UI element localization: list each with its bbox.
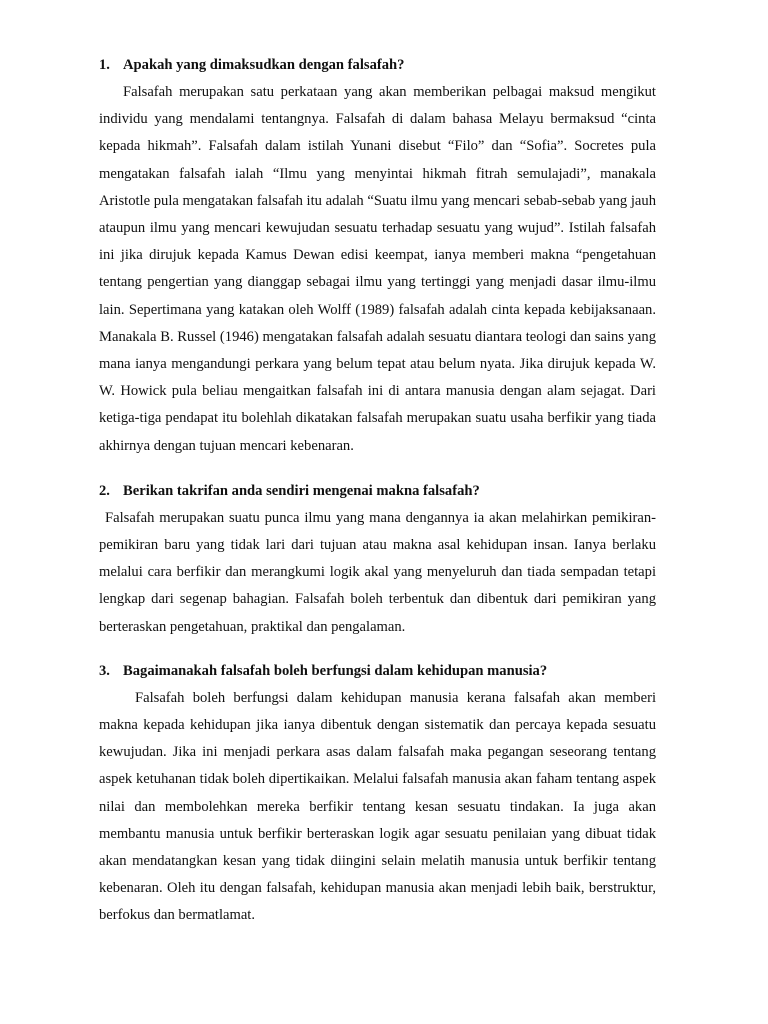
question-heading — [99, 481, 656, 501]
question-section-3 — [99, 661, 656, 930]
question-title: Berikan takrifan anda sendiri mengenai makna falsafah? — [123, 482, 480, 499]
question-heading — [99, 55, 656, 75]
question-section-2 — [99, 481, 656, 641]
question-heading — [99, 661, 656, 681]
document-page — [99, 55, 656, 930]
answer-paragraph: Falsafah merupakan suatu punca ilmu yang mana dengannya ia akan melahirkan pemikiran-pemikiran baru yang tidak lari dari tujuan atau makna asal kehidupan insan. Ianya berlaku melalui cara berfikir dan merangkumi logik akal yang menyeluruh dan tiada sempadan tetapi lengkap dari segenap bahagian. Falsafah boleh terbentuk dan dibentuk dari pemikiran yang berteraskan pengetahuan, praktikal dan pengalaman. — [99, 509, 656, 635]
question-title: Apakah yang dimaksudkan dengan falsafah? — [123, 57, 405, 73]
answer-paragraph: Falsafah boleh berfungsi dalam kehidupan manusia kerana falsafah akan memberi makna kepada kehidupan jika ianya dibentuk dengan sistematik dan percaya kepada sesuatu kewujudan. Jika ini menjadi perkara asas dalam falsafah maka pegangan seseorang tentang aspek ketuhanan tidak boleh dipertikaikan. Melalui falsafah manusia akan faham tentang aspek nilai dan membolehkan mereka berfikir tentang kesan sesuatu tindakan. Ia juga akan membantu manusia untuk berfikir berteraskan logik agar sesuatu penilaian yang dibuat tidak akan mendatangkan kesan yang tidak diingini selain melatih manusia untuk berfikir tentang kebenaran. Oleh itu dengan falsafah, kehidupan manusia akan menjadi lebih baik, berstruktur, berfokus dan bermatlamat. — [99, 689, 656, 924]
question-number: 1. — [99, 57, 110, 73]
question-number: 3. — [99, 662, 110, 679]
question-title: Bagaimanakah falsafah boleh berfungsi dalam kehidupan manusia? — [123, 662, 548, 679]
question-number: 2. — [99, 482, 110, 499]
question-section-1 — [99, 55, 656, 460]
answer-paragraph: Falsafah merupakan satu perkataan yang akan memberikan pelbagai maksud mengikut individu yang mendalami tentangnya. Falsafah di dalam bahasa Melayu bermaksud “cinta kepada hikmah”. Falsafah dalam istilah Yunani disebut “Filo” dan “Sofia”. Socretes pula mengatakan falsafah ialah “Ilmu yang menyintai hikmah fitrah semulajadi”, manakala Aristotle pula mengatakan falsafah itu adalah “Suatu ilmu yang mencari sebab-sebab yang jauh ataupun ilmu yang mencari kewujudan sesuatu terhadap sesuatu yang wujud”. Istilah falsafah ini jika dirujuk kepada Kamus Dewan edisi keempat, ianya memberi makna “pengetahuan tentang pengertian yang dianggap sebagai ilmu yang tertinggi yang menjadi dasar ilmu-ilmu lain. Sepertimana yang katakan oleh Wolff (1989) falsafah adalah cinta kepada kebijaksanaan. Manakala B. Russel (1946) mengatakan falsafah adalah sesuatu diantara teologi dan sains yang mana ianya mengandungi perkara yang belum tepat atau belum nyata. Jika dirujuk kepada W. W. Howick pula beliau mengaitkan falsafah ini di antara manusia dengan alam sejagat. Dari ketiga-tiga pendapat itu bolehlah dikatakan falsafah merupakan suatu usaha berfikir yang tiada akhirnya dengan tujuan mencari kebenaran. — [99, 84, 656, 454]
